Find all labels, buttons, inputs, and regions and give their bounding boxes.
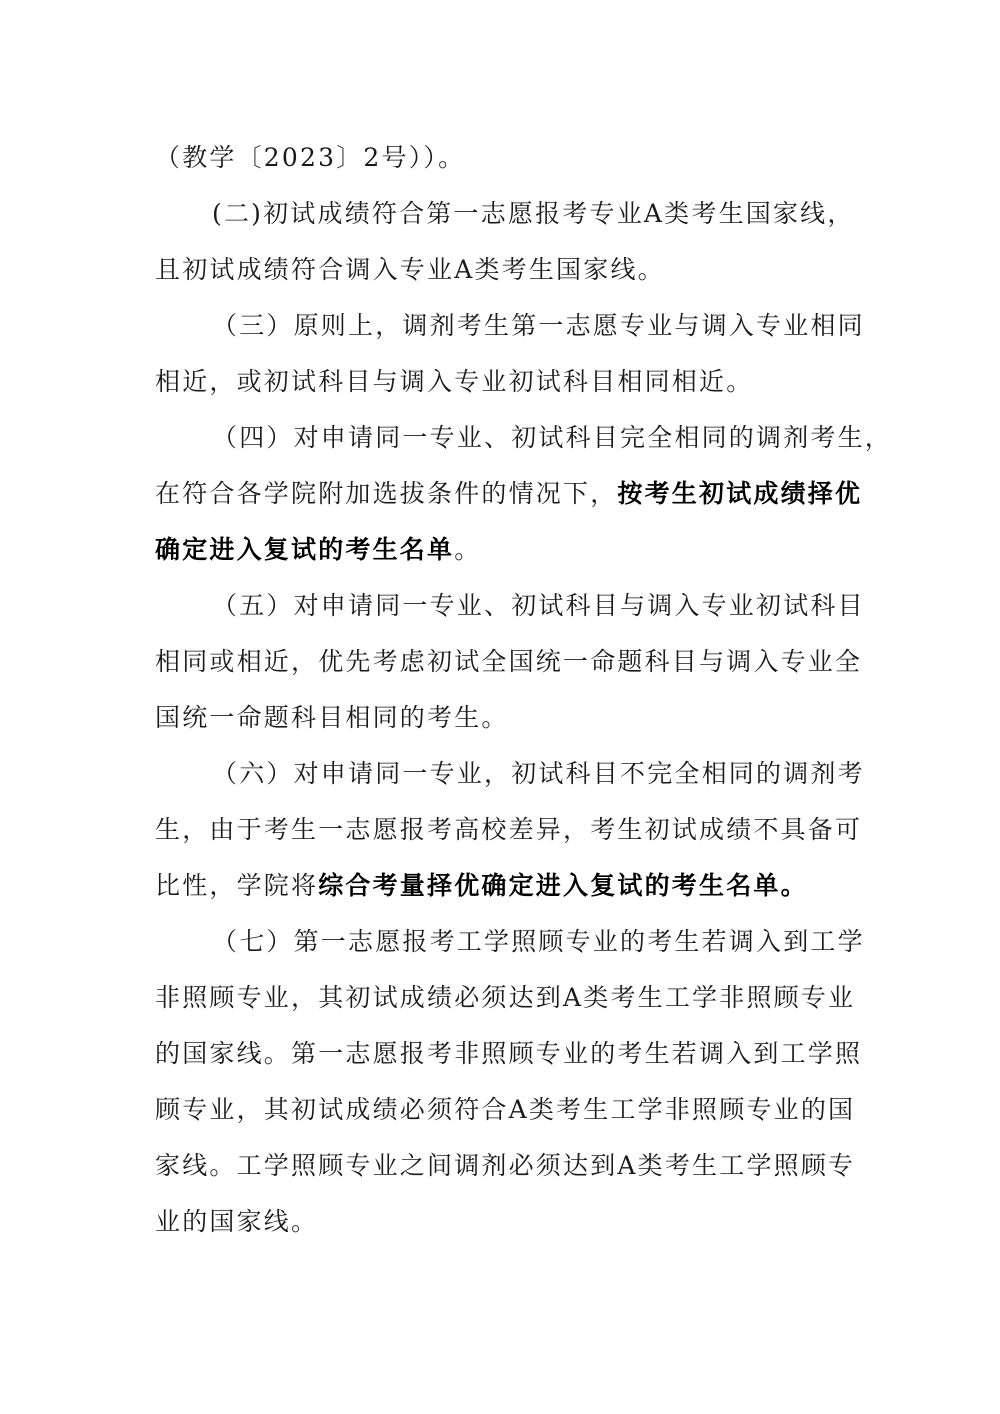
text-segment: （五）对申请同一专业、初试科目与调入专业初试科目 — [212, 591, 865, 620]
text-segment: 在符合各学院附加选拔条件的情况下， — [155, 479, 618, 508]
text-segment: （三）原则上，调剂考生第一志愿专业与调入专业相同 — [212, 311, 865, 340]
text-segment: 的国家线。第一志愿报考非照顾专业的考生若调入到工学照 — [155, 1039, 863, 1068]
text-line — [155, 476, 863, 512]
text-segment: （六）对申请同一专业，初试科目不完全相同的调剂考 — [212, 759, 865, 788]
text-line — [155, 980, 855, 1016]
text-line — [155, 364, 855, 400]
text-segment: 。 — [454, 535, 482, 564]
text-line — [155, 868, 855, 904]
text-line — [155, 1204, 855, 1240]
text-segment: 相近，或初试科目与调入专业初试科目相同相近。 — [155, 367, 754, 396]
paragraph-2-first-line — [212, 196, 855, 232]
text-line — [155, 1148, 855, 1184]
paragraph-4-first-line — [212, 420, 893, 456]
text-segment: 生，由于考生一志愿报考高校差异，考生初试成绩不具备可 — [155, 815, 863, 844]
text-segment: 业的国家线。 — [155, 1207, 319, 1236]
text-segment: （四）对申请同一专业、初试科目完全相同的调剂考生， — [212, 423, 893, 452]
text-line — [155, 1092, 855, 1128]
text-segment: 顾专业，其初试成绩必须符合A类考生工学非照顾专业的国 — [155, 1095, 856, 1124]
text-segment: 且初试成绩符合调入专业A类考生国家线。 — [155, 255, 665, 284]
text-segment: 家线。工学照顾专业之间调剂必须达到A类考生工学照顾专 — [155, 1151, 856, 1180]
bold-text-segment: 确定进入复试的考生名单 — [155, 535, 455, 564]
paragraph-5-first-line — [212, 588, 865, 624]
text-segment: 相同或相近，优先考虑初试全国统一命题科目与调入专业全 — [155, 647, 863, 676]
text-segment: （教学〔2023〕2号））。 — [155, 143, 466, 172]
paragraph-3-first-line — [212, 308, 865, 344]
text-line — [155, 812, 863, 848]
text-segment: 非照顾专业，其初试成绩必须达到A类考生工学非照顾专业 — [155, 983, 856, 1012]
text-line — [155, 252, 855, 288]
text-segment: 国统一命题科目相同的考生。 — [155, 703, 509, 732]
text-line — [155, 644, 863, 680]
text-line — [155, 700, 855, 736]
text-segment: 比性，学院将 — [155, 871, 319, 900]
bold-text-segment: 综合考量择优确定进入复试的考生名单。 — [318, 871, 808, 900]
paragraph-6-first-line — [212, 756, 865, 792]
text-segment: （七）第一志愿报考工学照顾专业的考生若调入到工学 — [212, 927, 865, 956]
text-line — [155, 1036, 863, 1072]
text-line — [155, 532, 855, 568]
text-line — [155, 140, 855, 176]
paragraph-7-first-line — [212, 924, 865, 960]
text-segment: (二)初试成绩符合第一志愿报考专业A类考生国家线， — [212, 199, 855, 228]
bold-text-segment: 按考生初试成绩择优 — [617, 479, 863, 508]
